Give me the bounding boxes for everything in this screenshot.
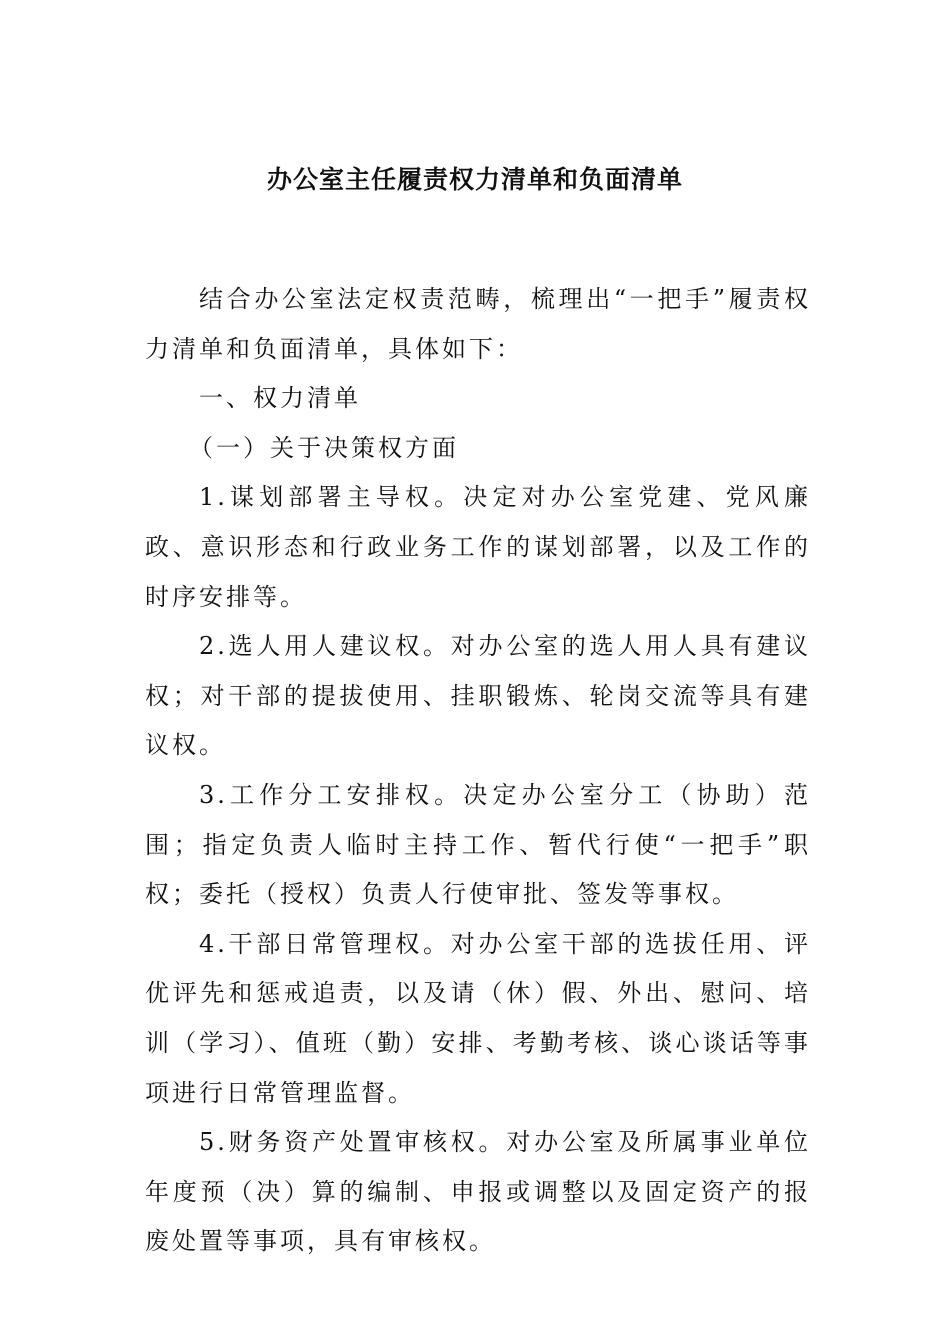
intro-paragraph: 结合办公室法定权责范畴，梳理出“一把手”履责权力清单和负面清单，具体如下： — [145, 285, 811, 363]
document-body — [145, 275, 811, 1267]
list-item: 2.选人用人建议权。对办公室的选人用人具有建议权；对干部的提拔使用、挂职锻炼、轮岗交流等具有建议权。 — [145, 632, 811, 760]
list-item: 3.工作分工安排权。决定办公室分工（协助）范围；指定负责人临时主持工作、暂代行使“一把手”职权；委托（授权）负责人行使审批、签发等事权。 — [145, 780, 811, 909]
document-title: 办公室主任履责权力清单和负面清单 — [266, 165, 683, 194]
list-item: 5.财务资产处置审核权。对办公室及所属事业单位年度预（决）算的编制、申报或调整以及固定资产的报废处置等事项，具有审核权。 — [145, 1128, 811, 1256]
subsection-heading: （一）关于决策权方面 — [189, 433, 459, 462]
list-item: 1.谋划部署主导权。决定对办公室党建、党风廉政、意识形态和行政业务工作的谋划部署，以及工作的时序安排等。 — [145, 483, 811, 611]
list-item: 4.干部日常管理权。对办公室干部的选拔任用、评优评先和惩戒追责，以及请（休）假、外出、慰问、培训（学习）、值班（勤）安排、考勤考核、谈心谈话等事项进行日常管理监督。 — [145, 929, 811, 1107]
section-heading: 一、权力清单 — [199, 384, 361, 413]
